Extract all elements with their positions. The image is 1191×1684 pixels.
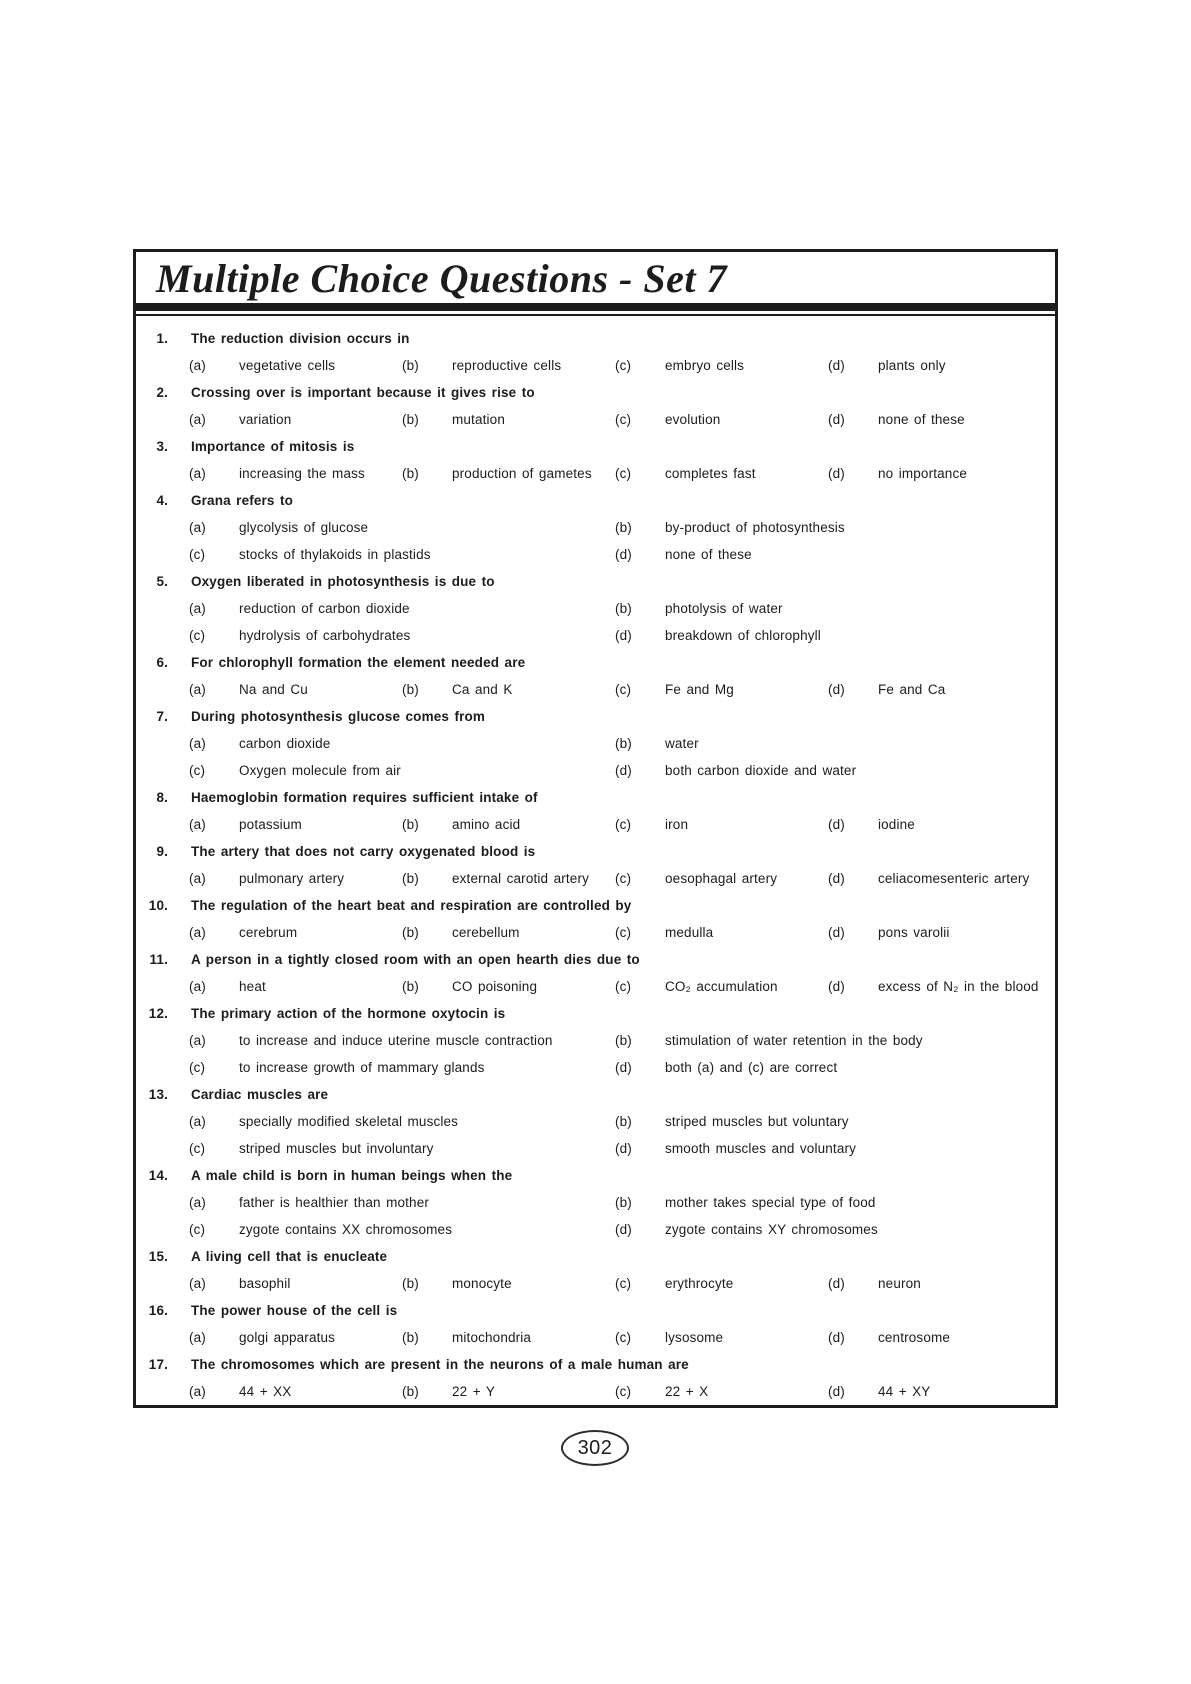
option-label: (b) xyxy=(615,520,632,535)
option-label: (d) xyxy=(828,466,845,481)
option-label: (a) xyxy=(189,1195,206,1210)
question-text: Cardiac muscles are xyxy=(191,1087,329,1102)
mcq-box xyxy=(133,249,1058,1408)
options-row xyxy=(136,1108,1055,1135)
option-text: water xyxy=(665,736,699,751)
question-number: 11. xyxy=(149,952,168,967)
question-number: 6. xyxy=(156,655,168,670)
question-number: 4. xyxy=(156,493,168,508)
question-number: 12. xyxy=(148,1006,168,1021)
option-text: external carotid artery xyxy=(452,871,590,886)
question-number: 9. xyxy=(156,844,168,859)
option-label: (c) xyxy=(189,1141,206,1156)
question-row xyxy=(136,1243,1055,1270)
option-text: iron xyxy=(665,817,689,832)
question-row xyxy=(136,892,1055,919)
question-text: Oxygen liberated in photosynthesis is due to xyxy=(191,574,495,589)
question-number: 10. xyxy=(148,898,168,913)
option-label: (d) xyxy=(828,682,845,697)
question-number: 16. xyxy=(148,1303,168,1318)
option-label: (a) xyxy=(189,682,206,697)
option-label: (b) xyxy=(402,1330,419,1345)
option-label: (b) xyxy=(615,1033,632,1048)
option-text: stocks of thylakoids in plastids xyxy=(239,547,431,562)
option-label: (a) xyxy=(189,601,206,616)
option-text: basophil xyxy=(239,1276,291,1291)
option-text: excess of N₂ in the blood xyxy=(878,979,1039,994)
options-row xyxy=(136,1378,1055,1405)
option-text: monocyte xyxy=(452,1276,512,1291)
option-text: golgi apparatus xyxy=(239,1330,336,1345)
options-row xyxy=(136,1324,1055,1351)
option-text: Ca and K xyxy=(452,682,513,697)
option-text: father is healthier than mother xyxy=(239,1195,429,1210)
option-text: vegetative cells xyxy=(239,358,336,373)
option-label: (a) xyxy=(189,925,206,940)
option-text: 22 + Y xyxy=(452,1384,496,1399)
question-text: For chlorophyll formation the element needed are xyxy=(191,655,526,670)
options-row xyxy=(136,757,1055,784)
options-row xyxy=(136,622,1055,649)
option-text: 22 + X xyxy=(665,1384,709,1399)
option-label: (b) xyxy=(402,412,419,427)
option-label: (b) xyxy=(402,682,419,697)
options-row xyxy=(136,973,1055,1000)
option-label: (a) xyxy=(189,1384,206,1399)
option-label: (d) xyxy=(615,1141,632,1156)
option-label: (a) xyxy=(189,1330,206,1345)
question-number: 3. xyxy=(156,439,168,454)
option-text: variation xyxy=(239,412,292,427)
question-text: The artery that does not carry oxygenated blood is xyxy=(191,844,536,859)
option-label: (a) xyxy=(189,520,206,535)
option-text: 44 + XX xyxy=(239,1384,292,1399)
questions-list xyxy=(136,316,1055,1405)
option-text: by-product of photosynthesis xyxy=(665,520,845,535)
option-text: to increase growth of mammary glands xyxy=(239,1060,485,1075)
option-text: zygote contains XX chromosomes xyxy=(239,1222,453,1237)
option-text: mother takes special type of food xyxy=(665,1195,876,1210)
option-label: (c) xyxy=(615,1330,632,1345)
question-row xyxy=(136,568,1055,595)
question-text: The chromosomes which are present in the neurons of a male human are xyxy=(191,1357,689,1372)
option-text: lysosome xyxy=(665,1330,724,1345)
title-bar xyxy=(136,252,1055,311)
question-row xyxy=(136,784,1055,811)
option-text: specially modified skeletal muscles xyxy=(239,1114,459,1129)
option-text: striped muscles but involuntary xyxy=(239,1141,434,1156)
option-text: Oxygen molecule from air xyxy=(239,763,401,778)
option-label: (c) xyxy=(615,979,632,994)
option-label: (b) xyxy=(402,1384,419,1399)
option-label: (d) xyxy=(828,871,845,886)
options-row xyxy=(136,1054,1055,1081)
option-text: Fe and Mg xyxy=(665,682,734,697)
option-text: cerebellum xyxy=(452,925,520,940)
option-label: (c) xyxy=(615,817,632,832)
option-label: (c) xyxy=(615,925,632,940)
option-text: embryo cells xyxy=(665,358,745,373)
option-label: (b) xyxy=(402,979,419,994)
option-text: pons varolii xyxy=(878,925,950,940)
option-text: iodine xyxy=(878,817,915,832)
question-row xyxy=(136,703,1055,730)
option-text: production of gametes xyxy=(452,466,592,481)
option-label: (d) xyxy=(828,358,845,373)
option-label: (b) xyxy=(615,601,632,616)
option-label: (c) xyxy=(615,1276,632,1291)
option-text: Na and Cu xyxy=(239,682,308,697)
question-number: 5. xyxy=(156,574,168,589)
options-row xyxy=(136,1189,1055,1216)
question-row xyxy=(136,1081,1055,1108)
question-number: 2. xyxy=(156,385,168,400)
option-label: (b) xyxy=(615,736,632,751)
option-label: (b) xyxy=(402,817,419,832)
option-label: (d) xyxy=(828,817,845,832)
option-text: Fe and Ca xyxy=(878,682,946,697)
option-label: (a) xyxy=(189,1276,206,1291)
question-text: The power house of the cell is xyxy=(191,1303,398,1318)
option-text: none of these xyxy=(665,547,752,562)
option-label: (d) xyxy=(828,412,845,427)
option-label: (b) xyxy=(615,1195,632,1210)
option-text: hydrolysis of carbohydrates xyxy=(239,628,411,643)
question-row xyxy=(136,433,1055,460)
question-text: Haemoglobin formation requires sufficient intake of xyxy=(191,790,538,805)
question-row xyxy=(136,946,1055,973)
question-row xyxy=(136,838,1055,865)
question-text: A male child is born in human beings when the xyxy=(191,1168,513,1183)
option-text: amino acid xyxy=(452,817,521,832)
option-text: oesophagal artery xyxy=(665,871,778,886)
options-row xyxy=(136,730,1055,757)
option-text: both (a) and (c) are correct xyxy=(665,1060,838,1075)
options-row xyxy=(136,1135,1055,1162)
option-label: (c) xyxy=(189,1060,206,1075)
option-label: (a) xyxy=(189,466,206,481)
option-text: 44 + XY xyxy=(878,1384,931,1399)
question-number: 15. xyxy=(148,1249,168,1264)
option-text: striped muscles but voluntary xyxy=(665,1114,849,1129)
option-label: (c) xyxy=(189,763,206,778)
option-text: CO poisoning xyxy=(452,979,538,994)
question-number: 1. xyxy=(156,331,168,346)
options-row xyxy=(136,352,1055,379)
option-text: smooth muscles and voluntary xyxy=(665,1141,857,1156)
option-text: none of these xyxy=(878,412,965,427)
option-label: (a) xyxy=(189,736,206,751)
option-label: (c) xyxy=(189,547,206,562)
question-number: 7. xyxy=(156,709,168,724)
option-text: increasing the mass xyxy=(239,466,365,481)
question-text: Crossing over is important because it gives rise to xyxy=(191,385,535,400)
option-text: both carbon dioxide and water xyxy=(665,763,857,778)
question-row xyxy=(136,379,1055,406)
options-row xyxy=(136,1270,1055,1297)
question-row xyxy=(136,649,1055,676)
option-text: centrosome xyxy=(878,1330,951,1345)
question-text: During photosynthesis glucose comes from xyxy=(191,709,486,724)
option-text: erythrocyte xyxy=(665,1276,734,1291)
question-row xyxy=(136,1351,1055,1378)
question-row xyxy=(136,325,1055,352)
options-row xyxy=(136,865,1055,892)
option-text: no importance xyxy=(878,466,967,481)
option-label: (d) xyxy=(615,1222,632,1237)
question-text: The primary action of the hormone oxytocin is xyxy=(191,1006,506,1021)
option-text: zygote contains XY chromosomes xyxy=(665,1222,878,1237)
option-text: celiacomesenteric artery xyxy=(878,871,1030,886)
option-text: pulmonary artery xyxy=(239,871,345,886)
options-row xyxy=(136,541,1055,568)
options-row xyxy=(136,1216,1055,1243)
question-number: 13. xyxy=(148,1087,168,1102)
option-label: (d) xyxy=(615,547,632,562)
question-text: Importance of mitosis is xyxy=(191,439,355,454)
page-number-badge xyxy=(561,1430,629,1466)
question-row xyxy=(136,487,1055,514)
options-row xyxy=(136,676,1055,703)
option-label: (d) xyxy=(828,925,845,940)
options-row xyxy=(136,1027,1055,1054)
option-label: (c) xyxy=(189,628,206,643)
option-text: stimulation of water retention in the body xyxy=(665,1033,923,1048)
option-text: reduction of carbon dioxide xyxy=(239,601,410,616)
option-text: photolysis of water xyxy=(665,601,783,616)
option-label: (b) xyxy=(402,871,419,886)
question-text: A person in a tightly closed room with an open hearth dies due to xyxy=(191,952,640,967)
page-number: 302 xyxy=(577,1436,613,1459)
option-text: heat xyxy=(239,979,266,994)
option-text: evolution xyxy=(665,412,721,427)
option-text: completes fast xyxy=(665,466,756,481)
option-label: (b) xyxy=(402,358,419,373)
question-row xyxy=(136,1297,1055,1324)
option-text: mitochondria xyxy=(452,1330,532,1345)
option-text: neuron xyxy=(878,1276,921,1291)
option-text: glycolysis of glucose xyxy=(239,520,369,535)
option-label: (b) xyxy=(402,466,419,481)
question-row xyxy=(136,1162,1055,1189)
option-text: breakdown of chlorophyll xyxy=(665,628,821,643)
option-text: plants only xyxy=(878,358,946,373)
question-number: 17. xyxy=(148,1357,168,1372)
question-number: 8. xyxy=(156,790,168,805)
question-text: A living cell that is enucleate xyxy=(191,1249,388,1264)
option-label: (c) xyxy=(615,358,632,373)
option-label: (a) xyxy=(189,358,206,373)
option-label: (c) xyxy=(189,1222,206,1237)
option-label: (a) xyxy=(189,412,206,427)
option-text: carbon dioxide xyxy=(239,736,331,751)
options-row xyxy=(136,406,1055,433)
option-label: (a) xyxy=(189,817,206,832)
option-label: (d) xyxy=(615,1060,632,1075)
question-number: 14. xyxy=(148,1168,168,1183)
option-text: CO₂ accumulation xyxy=(665,979,778,994)
option-label: (b) xyxy=(402,925,419,940)
option-text: reproductive cells xyxy=(452,358,562,373)
options-row xyxy=(136,919,1055,946)
option-text: cerebrum xyxy=(239,925,298,940)
options-row xyxy=(136,514,1055,541)
option-label: (b) xyxy=(615,1114,632,1129)
question-text: The reduction division occurs in xyxy=(191,331,410,346)
option-label: (a) xyxy=(189,1114,206,1129)
option-text: medulla xyxy=(665,925,714,940)
option-label: (c) xyxy=(615,412,632,427)
option-text: potassium xyxy=(239,817,302,832)
options-row xyxy=(136,811,1055,838)
page-title: Multiple Choice Questions - Set 7 xyxy=(156,256,727,301)
option-label: (d) xyxy=(828,1276,845,1291)
option-label: (a) xyxy=(189,1033,206,1048)
question-text: The regulation of the heart beat and respiration are controlled by xyxy=(191,898,632,913)
option-label: (a) xyxy=(189,871,206,886)
option-label: (d) xyxy=(828,979,845,994)
option-label: (c) xyxy=(615,682,632,697)
option-label: (d) xyxy=(828,1384,845,1399)
option-label: (c) xyxy=(615,1384,632,1399)
option-label: (d) xyxy=(615,628,632,643)
options-row xyxy=(136,460,1055,487)
option-label: (a) xyxy=(189,979,206,994)
option-label: (b) xyxy=(402,1276,419,1291)
question-text: Grana refers to xyxy=(191,493,294,508)
options-row xyxy=(136,595,1055,622)
question-row xyxy=(136,1000,1055,1027)
option-label: (c) xyxy=(615,466,632,481)
option-label: (d) xyxy=(615,763,632,778)
option-label: (d) xyxy=(828,1330,845,1345)
option-text: mutation xyxy=(452,412,505,427)
option-label: (c) xyxy=(615,871,632,886)
option-text: to increase and induce uterine muscle contraction xyxy=(239,1033,553,1048)
